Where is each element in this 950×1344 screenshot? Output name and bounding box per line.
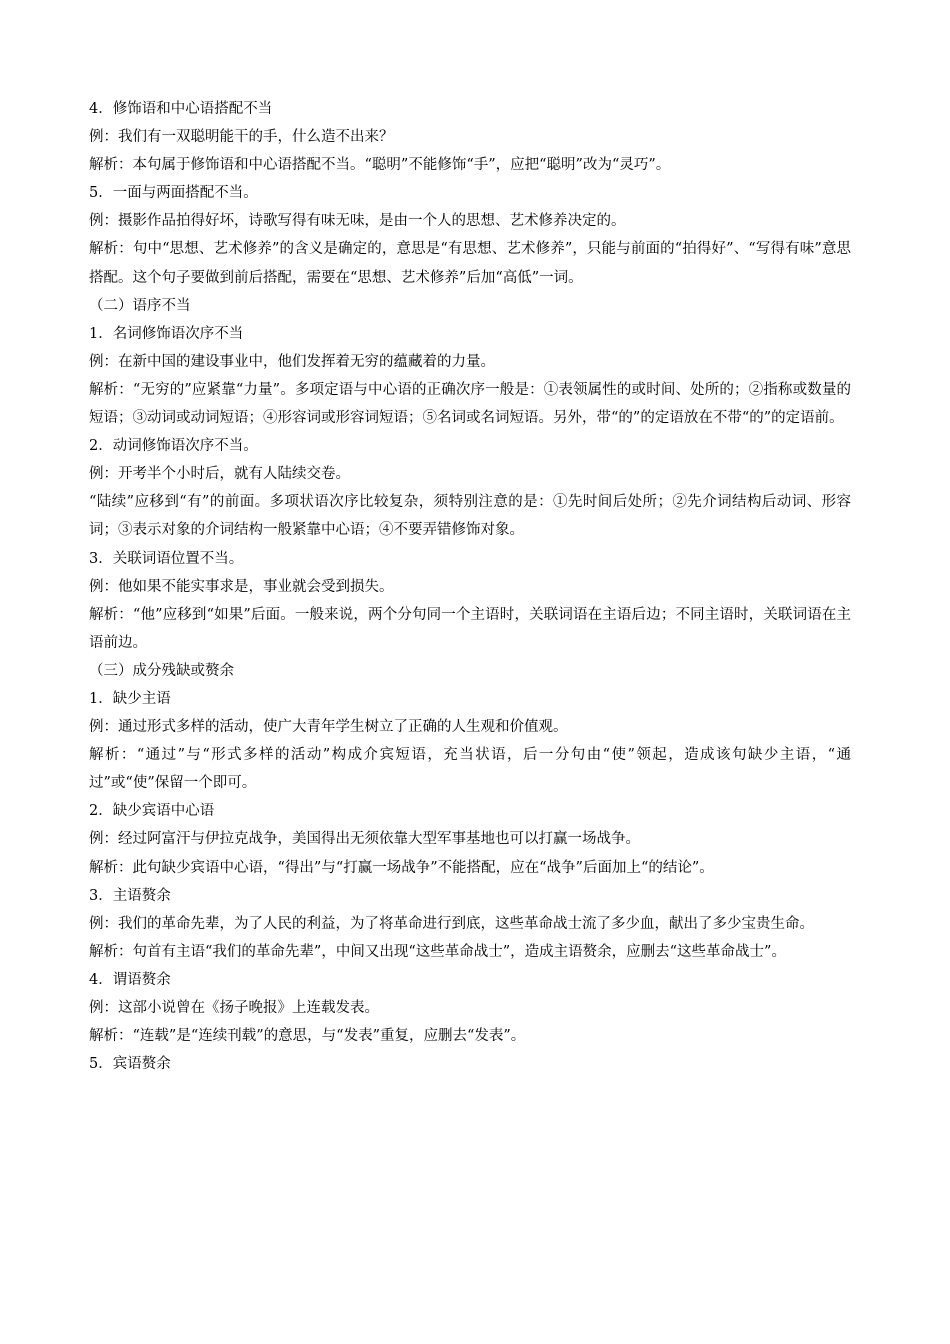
analysis-text: 解析：“他”应移到“如果”后面。一般来说，两个分句同一个主语时，关联词语在主语后边；不同主语时，关联词语在主语前边。	[89, 606, 851, 651]
analysis-text: 解析：“连载”是“连续刊载”的意思，与“发表”重复，应删去“发表”。	[89, 1028, 526, 1045]
example-text: 例：摄影作品拍得好坏，诗歌写得有味无味，是由一个人的思想、艺术修养决定的。	[89, 213, 626, 230]
example-text: 例：在新中国的建设事业中，他们发挥着无穷的蕴藏着的力量。	[89, 353, 495, 370]
heading-noun-modifier-order: 1．名词修饰语次序不当	[89, 325, 244, 342]
heading-missing-object-head: 2．缺少宾语中心语	[89, 803, 215, 820]
heading-redundant-subject: 3．主语赘余	[89, 887, 171, 904]
heading-conjunction-position: 3．关联词语位置不当。	[89, 550, 244, 567]
example-text: 例：通过形式多样的活动，使广大青年学生树立了正确的人生观和价值观。	[89, 719, 568, 736]
example-text: 例：我们有一双聪明能干的手，什么造不出来？	[89, 129, 394, 146]
heading-verb-modifier-order: 2．动词修饰语次序不当。	[89, 438, 258, 455]
example-text: 例：这部小说曾在《扬子晚报》上连载发表。	[89, 1000, 379, 1016]
example-text: 例：他如果不能实事求是，事业就会受到损失。	[89, 578, 394, 595]
example-text: 例：经过阿富汗与伊拉克战争，美国得出无须依靠大型军事基地也可以打赢一场战争。	[89, 831, 640, 848]
analysis-text: 解析：此句缺少宾语中心语，“得出”与“打赢一场战争”不能搭配，应在“战争”后面加上“的结论”。	[89, 859, 714, 876]
section-heading-missing-redundant: （三）成分残缺或赘余	[89, 662, 234, 679]
heading-redundant-object: 5．宾语赘余	[89, 1056, 171, 1073]
analysis-text: 解析：本句属于修饰语和中心语搭配不当。“聪明”不能修饰“手”，应把“聪明”改为“灵巧”。	[89, 157, 671, 174]
document-page	[89, 95, 851, 1078]
analysis-text: “陆续”应移到“有”的前面。多项状语次序比较复杂，须特别注意的是：①先时间后处所；②先介词结构后动词、形容词；③表示对象的介词结构一般紧靠中心语；④不要弄错修饰对象。	[89, 494, 851, 539]
analysis-text: 解析：句中“思想、艺术修养”的含义是确定的，意思是“有思想、艺术修养”，只能与前面的“拍得好”、“写得有味”意思搭配。这个句子要做到前后搭配，需要在“思想、艺术修养”后加“高低”一词。	[89, 241, 851, 286]
analysis-text: 解析：“通过”与“形式多样的活动”构成介宾短语，充当状语，后一分句由“使”领起，造成该句缺少主语，“通过”或“使”保留一个即可。	[89, 747, 851, 792]
analysis-text: 解析：“无穷的”应紧靠“力量”。多项定语与中心语的正确次序一般是：①表领属性的或时间、处所的；②指称或数量的短语；③动词或动词短语；④形容词或形容词短语；⑤名词或名词短语。另外，带“的”的定语放在不带“的”的定语前。	[89, 381, 851, 427]
example-text: 例：开考半个小时后，就有人陆续交卷。	[89, 466, 350, 483]
heading-one-two-sides: 5．一面与两面搭配不当。	[89, 185, 258, 202]
section-heading-word-order: （二）语序不当	[89, 297, 191, 314]
example-text: 例：我们的革命先辈，为了人民的利益，为了将革命进行到底，这些革命战士流了多少血，献出了多少宝贵生命。	[89, 915, 814, 932]
analysis-text: 解析：句首有主语“我们的革命先辈”，中间又出现“这些革命战士”，造成主语赘余，应删去“这些革命战士”。	[89, 943, 786, 960]
heading-modifier-mismatch: 4．修饰语和中心语搭配不当	[89, 101, 273, 117]
heading-redundant-predicate: 4．谓语赘余	[89, 971, 171, 988]
heading-missing-subject: 1．缺少主语	[89, 690, 171, 707]
